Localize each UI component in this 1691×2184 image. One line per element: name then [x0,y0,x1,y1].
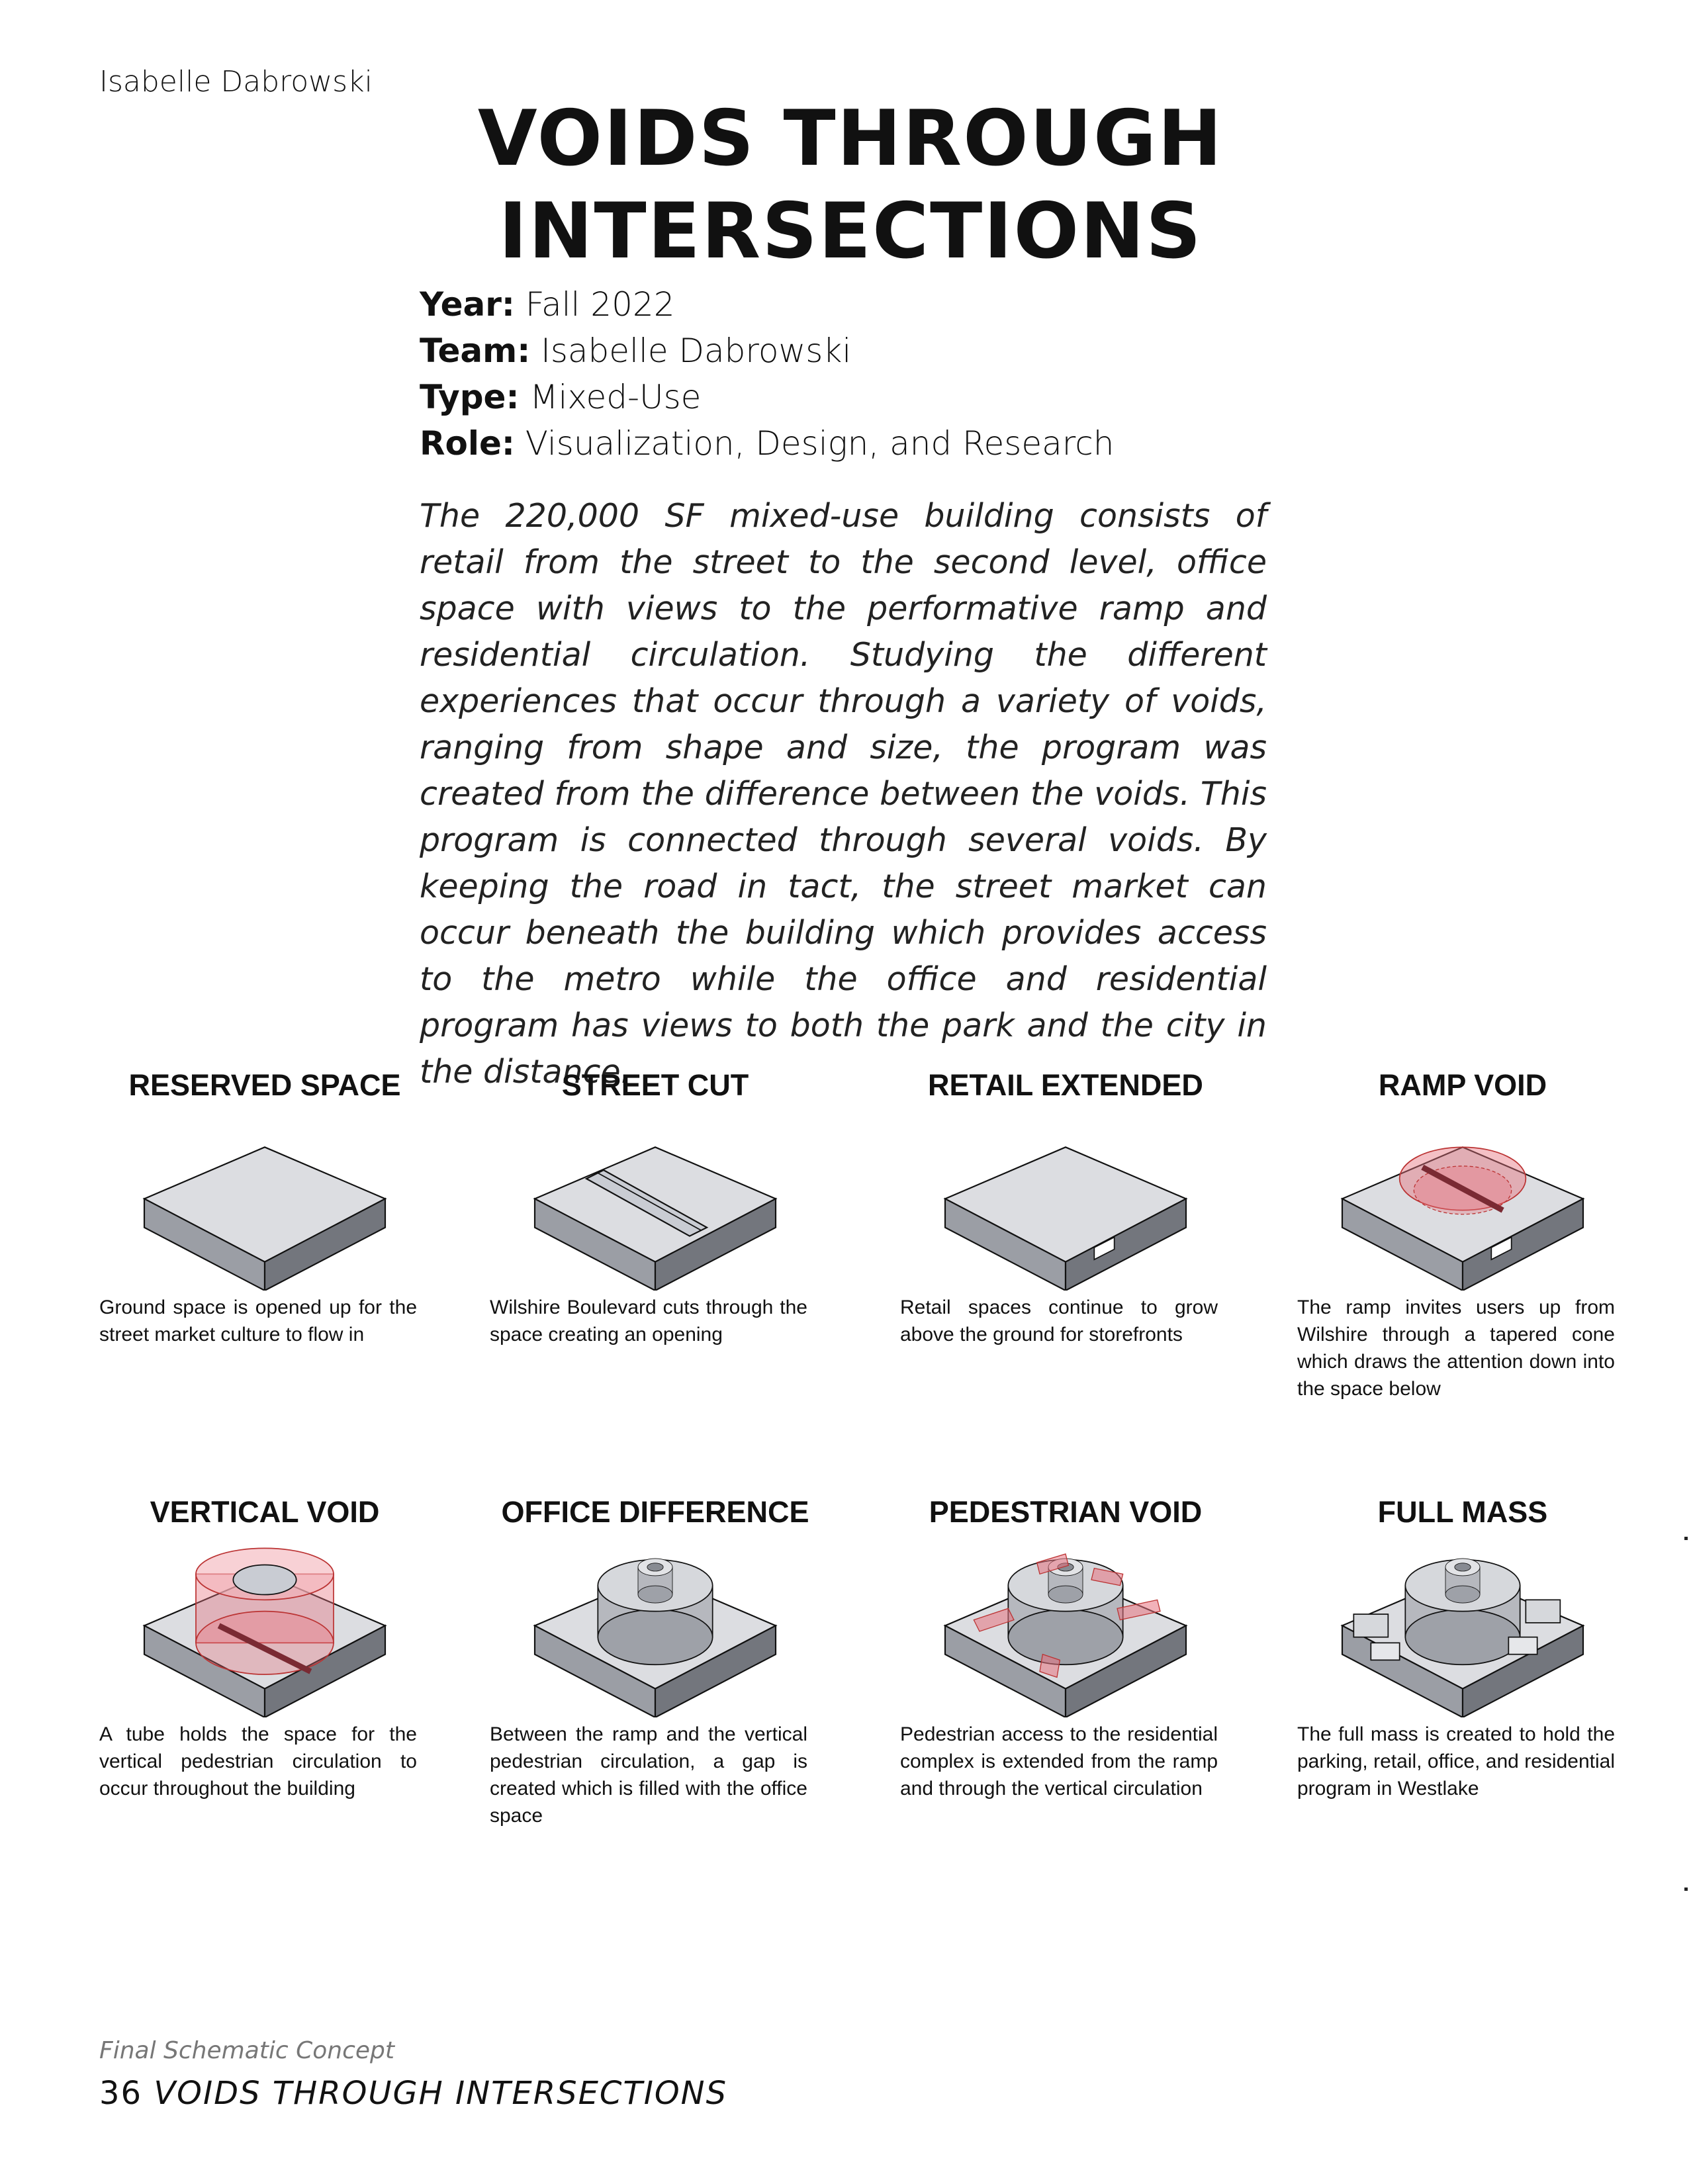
office-difference-drawing [490,1545,821,1717]
project-description: The 220,000 SF mixed-use building consists of retail from the street to the second level, office space with views to the performative ramp and residential circulation. Studying the different experiences that occur through a variety of voids, ranging from shape and size, the program was created from the difference between the voids. This program is connected through several voids. By keeping the road in tact, the street market can occur beneath the building which provides access to the metro while the office and residential program has views to both the park and the city in the distance. [420,497,1267,1091]
meta-type: Type: Mixed-Use [420,378,702,416]
footer [99,2075,727,2112]
diagram-title: OFFICE DIFFERENCE [501,1495,809,1529]
diagram-title: RETAIL EXTENDED [928,1068,1203,1102]
diagram-pedestrian-void [893,1492,1238,1799]
diagram-caption: The full mass is created to hold the parking, retail, office, and residential program in Westlake [1297,1723,1615,1799]
diagram-caption: Retail spaces continue to grow above the ground for storefronts [900,1297,1218,1345]
diagram-caption: Pedestrian access to the residential complex is extended from the ramp and through the vertical circulation [900,1723,1218,1799]
margin-mark [1684,1537,1688,1540]
author-name: Isabelle Dabrowski [99,65,373,99]
diagram-title: PEDESTRIAN VOID [929,1495,1203,1529]
full-mass-drawing [1297,1545,1628,1717]
diagram-title: STREET CUT [561,1068,749,1102]
diagram-title: RESERVED SPACE [128,1068,401,1102]
meta-team: Team: Isabelle Dabrowski [420,332,852,370]
page-title: VOIDS THROUGH INTERSECTIONS [477,94,1224,276]
project-meta [420,281,1114,467]
diagram-caption: Wilshire Boulevard cuts through the space creating an opening [490,1297,807,1345]
diagram-title: FULL MASS [1377,1495,1548,1529]
ramp-void-drawing [1297,1118,1628,1291]
vertical-void-drawing [99,1545,430,1717]
diagram-reserved-space [93,1066,437,1345]
reserved-space-drawing [99,1118,430,1291]
footer-title: VOIDS THROUGH INTERSECTIONS [154,2075,728,2112]
diagram-caption: A tube holds the space for the vertical pedestrian circulation to occur throughout the building [99,1723,417,1799]
diagram-caption: Ground space is opened up for the street market culture to flow in [99,1297,417,1345]
diagram-full-mass [1291,1492,1635,1799]
street-cut-drawing [490,1118,821,1291]
diagram-retail-extended [893,1066,1238,1345]
diagram-title: RAMP VOID [1378,1068,1547,1102]
meta-year: Year: Fall 2022 [420,285,675,324]
diagram-office-difference [483,1492,827,1827]
margin-mark [1684,1888,1688,1891]
pedestrian-void-drawing [900,1545,1231,1717]
diagram-title: VERTICAL VOID [150,1495,380,1529]
retail-extended-drawing [900,1118,1231,1291]
diagram-street-cut [483,1066,827,1345]
page-number: 36 [99,2075,143,2112]
diagram-ramp-void [1291,1066,1635,1400]
footer-subtitle: Final Schematic Concept [99,2037,395,2064]
diagram-caption: Between the ramp and the vertical pedestrian circulation, a gap is created which is filled with the office space [490,1723,807,1827]
meta-role: Role: Visualization, Design, and Research [420,424,1115,463]
diagram-caption: The ramp invites users up from Wilshire through a tapered cone which draws the attention down into the space below [1297,1297,1615,1400]
diagram-vertical-void [93,1492,437,1799]
